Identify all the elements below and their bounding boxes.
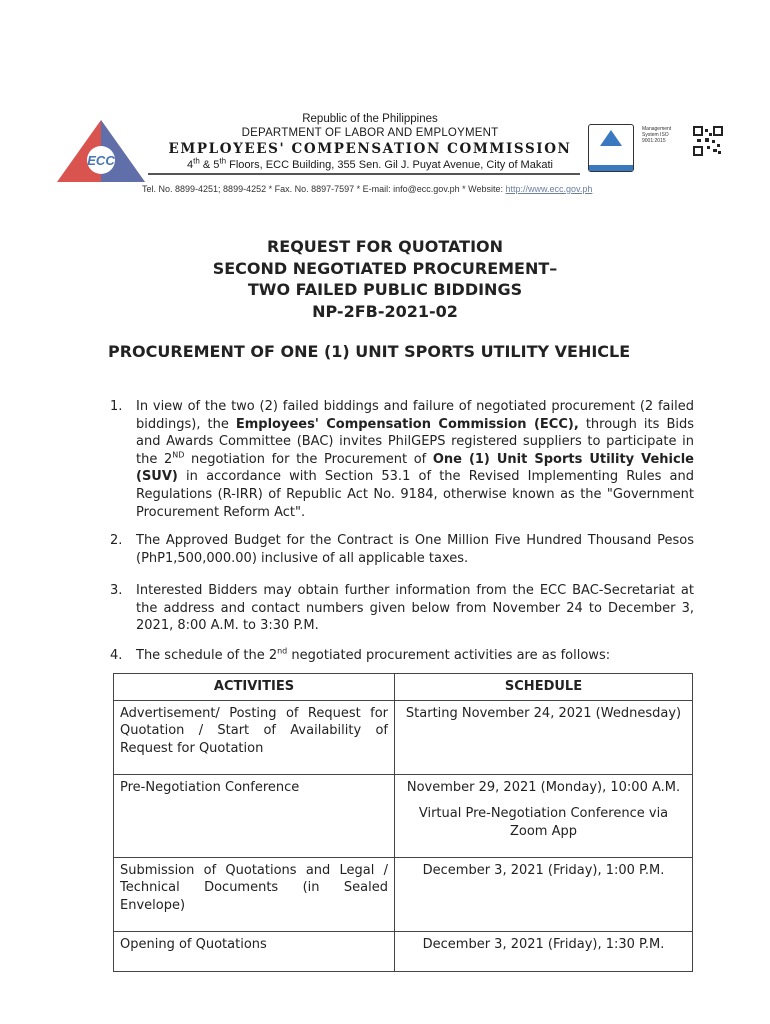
iso-cert-text: Management System ISO 9001:2015 [642, 126, 672, 144]
schedule-cell: December 3, 2021 (Friday), 1:00 P.M. [395, 857, 693, 931]
list-item: 2. The Approved Budget for the Contract is One Million Five Hundred Thousand Pesos (PhP1,500,000.00) inclusive of all applicable taxes. [110, 533, 694, 566]
procurement-title: PROCUREMENT OF ONE (1) UNIT SPORTS UTILITY VEHICLE [108, 342, 631, 361]
list-item: 4. The schedule of the 2nd negotiated procurement activities are as follows: [110, 646, 611, 663]
title-line-3: TWO FAILED PUBLIC BIDDINGS [247, 280, 523, 299]
department-line: DEPARTMENT OF LABOR AND EMPLOYMENT [241, 127, 499, 139]
table-row [114, 931, 693, 971]
republic-line: Republic of the Philippines [302, 113, 438, 125]
schedule-cell: Starting November 24, 2021 (Wednesday) [395, 700, 693, 774]
svg-text:ECC: ECC [87, 153, 115, 168]
schedule-cell: November 29, 2021 (Monday), 10:00 A.M. Virtual Pre-Negotiation Conference via Zoom App [395, 774, 693, 857]
column-header-activities: ACTIVITIES [114, 674, 395, 701]
address-line: 4th & 5th Floors, ECC Building, 355 Sen. Gil J. Puyat Avenue, City of Makati [187, 156, 553, 171]
schedule-table [113, 673, 693, 972]
activity-cell: Submission of Quotations and Legal / Technical Documents (in Sealed Envelope) [114, 857, 395, 931]
table-row [114, 857, 693, 931]
title-line-1: REQUEST FOR QUOTATION [266, 237, 504, 256]
tuv-certification-logo [588, 124, 634, 172]
qr-code-icon [693, 126, 723, 156]
document-title-block [0, 236, 770, 322]
schedule-cell: December 3, 2021 (Friday), 1:30 P.M. [395, 931, 693, 971]
schedule-note: Virtual Pre-Negotiation Conference via Zoom App [418, 806, 669, 839]
title-line-2: SECOND NEGOTIATED PROCUREMENT– [212, 258, 558, 278]
website-link[interactable]: http://www.ecc.gov.ph [505, 184, 593, 194]
contact-line: Tel. No. 8899-4251; 8899-4252 * Fax. No. 8897-7597 * E-mail: info@ecc.gov.ph * Website: http://www.ecc.gov.ph [142, 184, 593, 194]
agency-name: EMPLOYEES' COMPENSATION COMMISSION [168, 141, 572, 157]
activity-cell: Advertisement/ Posting of Request for Quotation / Start of Availability of Request for Quotation [114, 700, 395, 774]
table-row [114, 700, 693, 774]
triangle-icon [600, 130, 622, 146]
activity-cell: Opening of Quotations [114, 931, 395, 971]
list-item: 3. Interested Bidders may obtain further information from the ECC BAC-Secretariat at the address and contact numbers given below from November 24 to December 3, 2021, 8:00 A.M. to 3:30 P.M. [110, 583, 694, 634]
column-header-schedule: SCHEDULE [395, 674, 693, 701]
ecc-logo [55, 118, 147, 184]
header-rule [148, 173, 580, 175]
table-row [114, 774, 693, 857]
list-item: 1. In view of the two (2) failed biddings and failure of negotiated procurement (2 failed biddings), the Employees' Compensation Commission (ECC), through its Bids and Awards Committee (BAC) invites PhilGEPS registered suppliers to participate in the 2ND negotiation for the Procurement of One (1) Unit Sports Utility Vehicle (SUV) in accordance with Section 53.1 of the Revised Implementing Rules and Regulations (R-IRR) of Republic Act No. 9184, otherwise known as the "Government Procurement Reform Act". [110, 399, 695, 520]
reference-number: NP-2FB-2021-02 [312, 301, 458, 321]
activity-cell: Pre-Negotiation Conference [114, 774, 395, 857]
letterhead [150, 112, 590, 172]
table-header-row [114, 674, 693, 701]
